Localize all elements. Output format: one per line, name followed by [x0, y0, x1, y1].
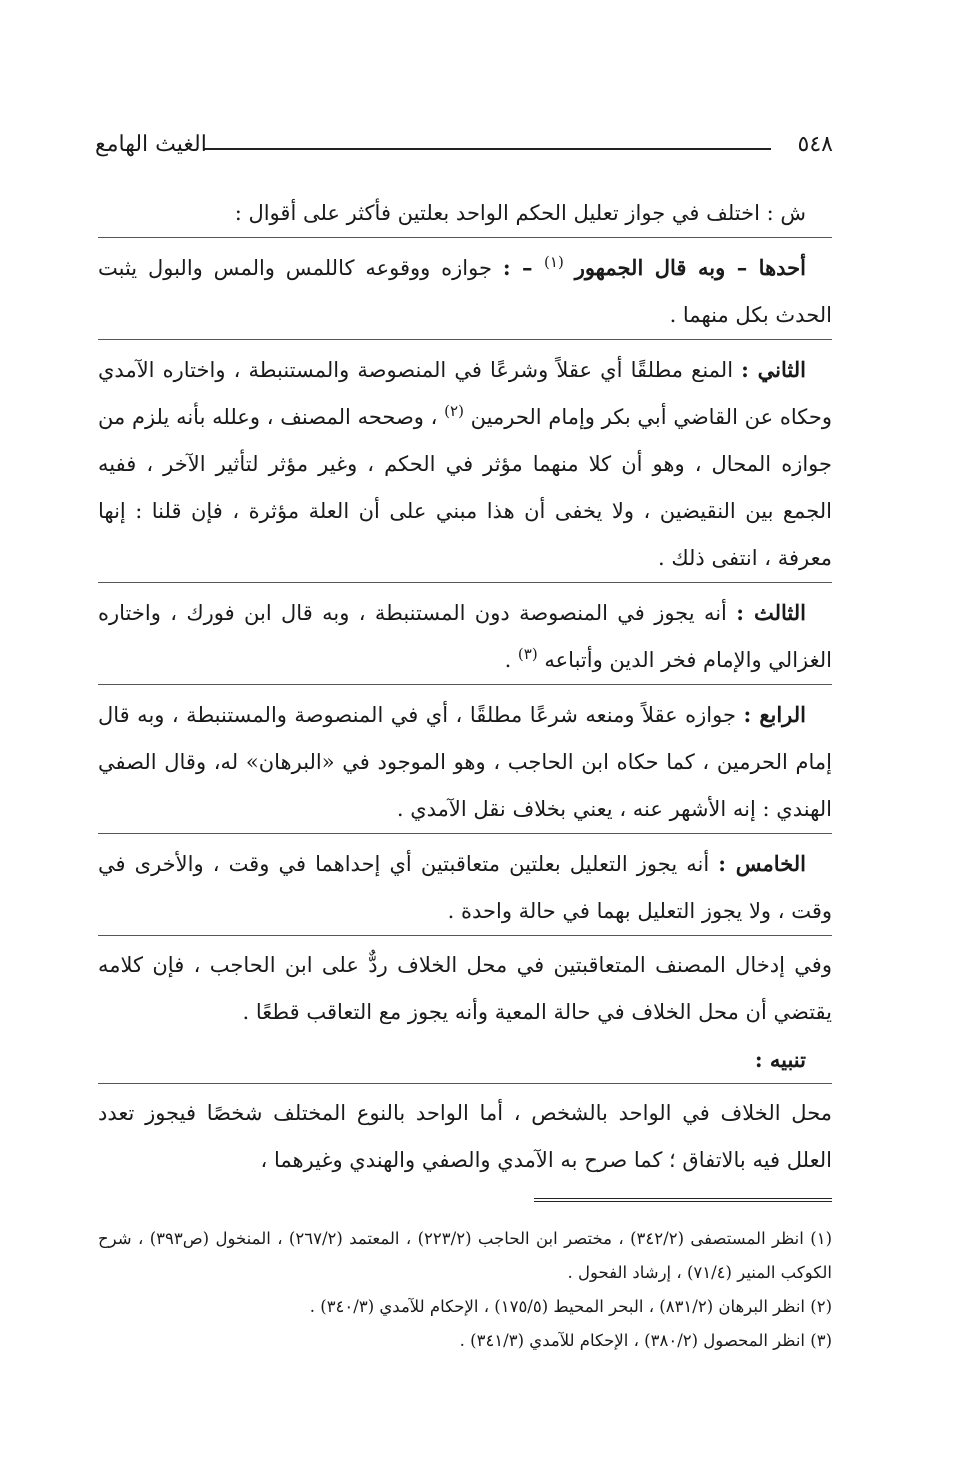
paragraph-separator — [98, 684, 832, 685]
main-text — [98, 190, 832, 1184]
paragraph-separator — [98, 1083, 832, 1084]
second-opinion-text-b: ، وصححه المصنف ، وعلله بأنه يلزم من جوازه المحال ، وهو أن كلا منهما مؤثر في الحكم ، وغير مؤثر لتأثير الآخر ، ففيه الجمع بين النقيضين ، ولا يخفى أن هذا مبني على أن العلة مؤثرة ، فإن قلنا : إنها معرفة ، انتفى ذلك . — [98, 405, 832, 570]
paragraph-separator — [98, 833, 832, 834]
intro-paragraph: ش : اختلف في جواز تعليل الحكم الواحد بعلتين فأكثر على أقوال : — [234, 201, 806, 225]
footnote-3: (٣) انظر المحصول (٣٨٠/٢) ، الإحكام للآمدي (٣٤١/٣) . — [459, 1331, 832, 1350]
paragraph-first-opinion — [98, 244, 832, 339]
first-opinion-lead: أحدها – وبه قال الجمهور — [574, 255, 806, 280]
footnote-ref-1[interactable]: (١) — [544, 253, 564, 271]
paragraph-separator — [98, 339, 832, 340]
running-title: الغيث الهامع — [95, 132, 207, 157]
paragraph-note: محل الخلاف في الواحد بالشخص ، أما الواحد بالنوع المختلف شخصًا فيجوز تعدد العلل فيه بالاتفاق ؛ كما صرح به الآمدي والصفي والهندي وغيرهما ، — [98, 1101, 832, 1172]
footnote-ref-2[interactable]: (٢) — [444, 402, 464, 420]
fifth-opinion-lead: الخامس : — [718, 851, 806, 876]
fifth-opinion-text: أنه يجوز التعليل بعلتين متعاقبتين أي إحداهما في وقت ، والأخرى في وقت ، ولا يجوز التعليل بهما في حالة واحدة . — [98, 852, 832, 923]
page-number: ٥٤٨ — [797, 132, 833, 157]
third-opinion-text-b: . — [504, 648, 518, 672]
running-header — [95, 128, 833, 168]
footnote-1: (١) انظر المستصفى (٣٤٢/٢) ، مختصر ابن الحاجب (٢٢٣/٢) ، المعتمد (٢٦٧/٢) ، المنخول (ص٣٩٣) ، شرح الكوكب المنير (٧١/٤) ، إرشاد الفحول . — [98, 1229, 832, 1282]
paragraph-separator — [98, 237, 832, 238]
paragraph-separator — [98, 935, 832, 936]
paragraph-third-opinion — [98, 589, 832, 684]
footnote-ref-3[interactable]: (٣) — [517, 645, 538, 663]
footnote-separator — [534, 1198, 832, 1202]
first-opinion-dash: – : — [502, 255, 545, 280]
section-heading-note: تنبيه : — [754, 1047, 806, 1072]
fourth-opinion-lead: الرابع : — [743, 702, 806, 727]
paragraph-second-opinion — [98, 346, 832, 582]
paragraph-fifth-opinion — [98, 840, 832, 935]
paragraph-separator — [98, 582, 832, 583]
fourth-opinion-text: جوازه عقلاً ومنعه شرعًا مطلقًا ، أي في المنصوصة والمستنبطة ، وبه قال إمام الحرمين ، كما حكاه ابن الحاجب ، وهو الموجود في «البرهان» له، وقال الصفي الهندي : إنه الأشهر عنه ، يعني بخلاف نقل الآمدي . — [98, 703, 832, 821]
third-opinion-text-a: أنه يجوز في المنصوصة دون المستنبطة ، وبه قال ابن فورك ، واختاره الغزالي والإمام فخر الدين وأتباعه — [98, 601, 832, 672]
first-opinion-text: جوازه ووقوعه كاللمس والمس والبول يثبت الحدث بكل منهما . — [98, 256, 832, 327]
second-opinion-text-a: المنع مطلقًا أي عقلاً وشرعًا في المنصوصة والمستنبطة ، واختاره الآمدي وحكاه عن القاضي أبي بكر وإمام الحرمين — [98, 358, 832, 429]
footnote-2: (٢) انظر البرهان (٨٣١/٢) ، البحر المحيط (١٧٥/٥) ، الإحكام للآمدي (٣٤٠/٣) . — [309, 1297, 832, 1316]
third-opinion-lead: الثالث : — [736, 600, 806, 625]
second-opinion-lead: الثاني : — [741, 357, 806, 382]
footnotes — [98, 1222, 832, 1358]
paragraph-commentary: وفي إدخال المصنف المتعاقبتين في محل الخلاف ردٌّ على ابن الحاجب ، فإن كلامه يقتضي أن محل الخلاف في حالة المعية وأنه يجوز مع التعاقب قطعًا . — [98, 953, 832, 1024]
paragraph-fourth-opinion — [98, 691, 832, 833]
header-rule — [203, 148, 771, 150]
